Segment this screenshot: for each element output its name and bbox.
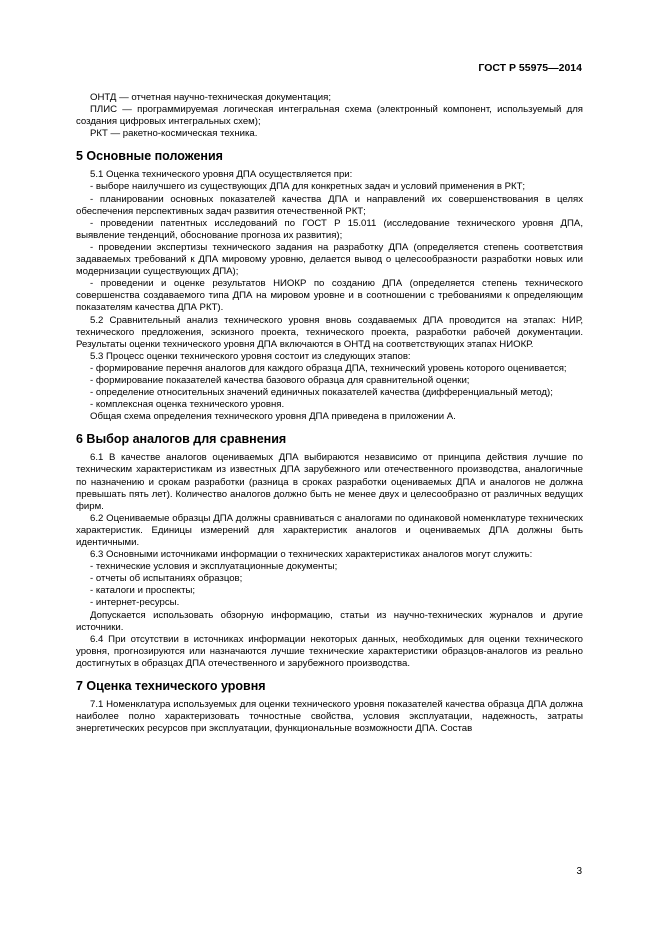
abbrev-ontd: ОНТД — отчетная научно-техническая документация; [90, 92, 332, 103]
para-5-2: 5.2 Сравнительный анализ технического уровня вновь создаваемых ДПА проводится на этапах: НИР, технического предложения, эскизного проекта, технического проекта, разработки рабочей документации. Результаты оценки технического уровня ДПА включаются в ОНТД на соответствующих этапах НИОКР. [76, 314, 583, 350]
para-6-2: 6.2 Оцениваемые образцы ДПА должны сравниваться с аналогами по одинаковой номенклатуре технических характеристик. Единицы измерений для характеристик аналогов и оцениваемых ДПА должны быть идентичными. [76, 512, 583, 548]
list-item: - проведении и оценке результатов НИОКР по созданию ДПА (определяется степень технического совершенства создаваемого типа ДПА на мировом уровне и в соотношении с требованиями к определяющим показателям качества ДПА РКТ). [76, 278, 583, 314]
list-item: - проведении патентных исследований по ГОСТ Р 15.011 (исследование технического уровня ДПА, выявление тенденций, обоснование прогноза их развития); [76, 217, 583, 241]
section-5-title: 5 Основные положения [76, 149, 223, 164]
para-5-3-end: Общая схема определения технического уровня ДПА приведена в приложении А. [90, 411, 456, 423]
standard-code: ГОСТ Р 55975—2014 [478, 62, 582, 74]
list-item: - комплексная оценка технического уровня. [90, 399, 285, 411]
list-item: - выборе наилучшего из существующих ДПА для конкретных задач и условий применения в РКТ; [90, 181, 526, 193]
list-item: - формирование перечня аналогов для каждого образца ДПА, технический уровень которого оценивается; [90, 362, 567, 374]
abbrev-rkt: РКТ — ракетно-космическая техника. [90, 128, 258, 140]
list-item: - каталоги и проспекты; [90, 585, 196, 597]
list-item: - технические условия и эксплуатационные документы; [90, 561, 338, 573]
list-item: - определение относительных значений единичных показателей качества (дифференциальный метод); [90, 387, 553, 399]
page-number: 3 [576, 866, 582, 877]
list-item: - формирование показателей качества базового образца для сравнительной оценки; [90, 374, 470, 386]
section-7-title: 7 Оценка технического уровня [76, 679, 266, 694]
para-5-3: 5.3 Процесс оценки технического уровня состоит из следующих этапов: [90, 350, 411, 362]
section-6-title: 6 Выбор аналогов для сравнения [76, 432, 287, 447]
para-6-3-end: Допускается использовать обзорную информацию, статьи из научно-технических журналов и другие источники. [76, 609, 583, 633]
para-6-1: 6.1 В качестве аналогов оцениваемых ДПА выбираются независимо от принципа действия лучшие по техническим характеристикам из известных ДПА зарубежного или отечественного производства, аналогичные по назначению и срокам разработки (разница в сроках разработки оцениваемых ДПА и аналогов не должна превышать пять лет). Количество аналогов должно быть не менее двух и целесообразно от различных ведущих фирм. [76, 452, 583, 512]
list-item: - планировании основных показателей качества ДПА и направлений их совершенствования в целях обеспечения перспективных задач развития отечественной РКТ; [76, 193, 583, 217]
para-5-1: 5.1 Оценка технического уровня ДПА осуществляется при: [90, 169, 353, 181]
page-content [76, 92, 583, 735]
para-7-1: 7.1 Номенклатура используемых для оценки технического уровня показателей качества образца ДПА должна наиболее полно характеризовать точностные свойства, условия эксплуатации, надежность, затраты энергетических ресурсов при эксплуатации, функциональные возможности ДПА. Состав [76, 699, 583, 735]
para-6-3: 6.3 Основными источниками информации о технических характеристиках аналогов могут служить: [90, 549, 533, 561]
list-item: - отчеты об испытаниях образцов; [90, 573, 243, 585]
para-6-4: 6.4 При отсутствии в источниках информации некоторых данных, необходимых для оценки технического уровня, прогнозируются или назначаются лучшие технические характеристики образцов-аналогов из реально достигнутых в образцах ДПА отечественного и зарубежного производства. [76, 633, 583, 669]
list-item: - интернет-ресурсы. [90, 597, 180, 609]
abbrev-plis: ПЛИС — программируемая логическая интегральная схема (электронный компонент, используемый для создания цифровых интегральных схем); [76, 104, 583, 128]
list-item: - проведении экспертизы технического задания на разработку ДПА (определяется степень соответствия задаваемых требований к ДПА мировому уровню, делается вывод о целесообразности разработки новых или модернизации существующих ДПА); [76, 241, 583, 278]
